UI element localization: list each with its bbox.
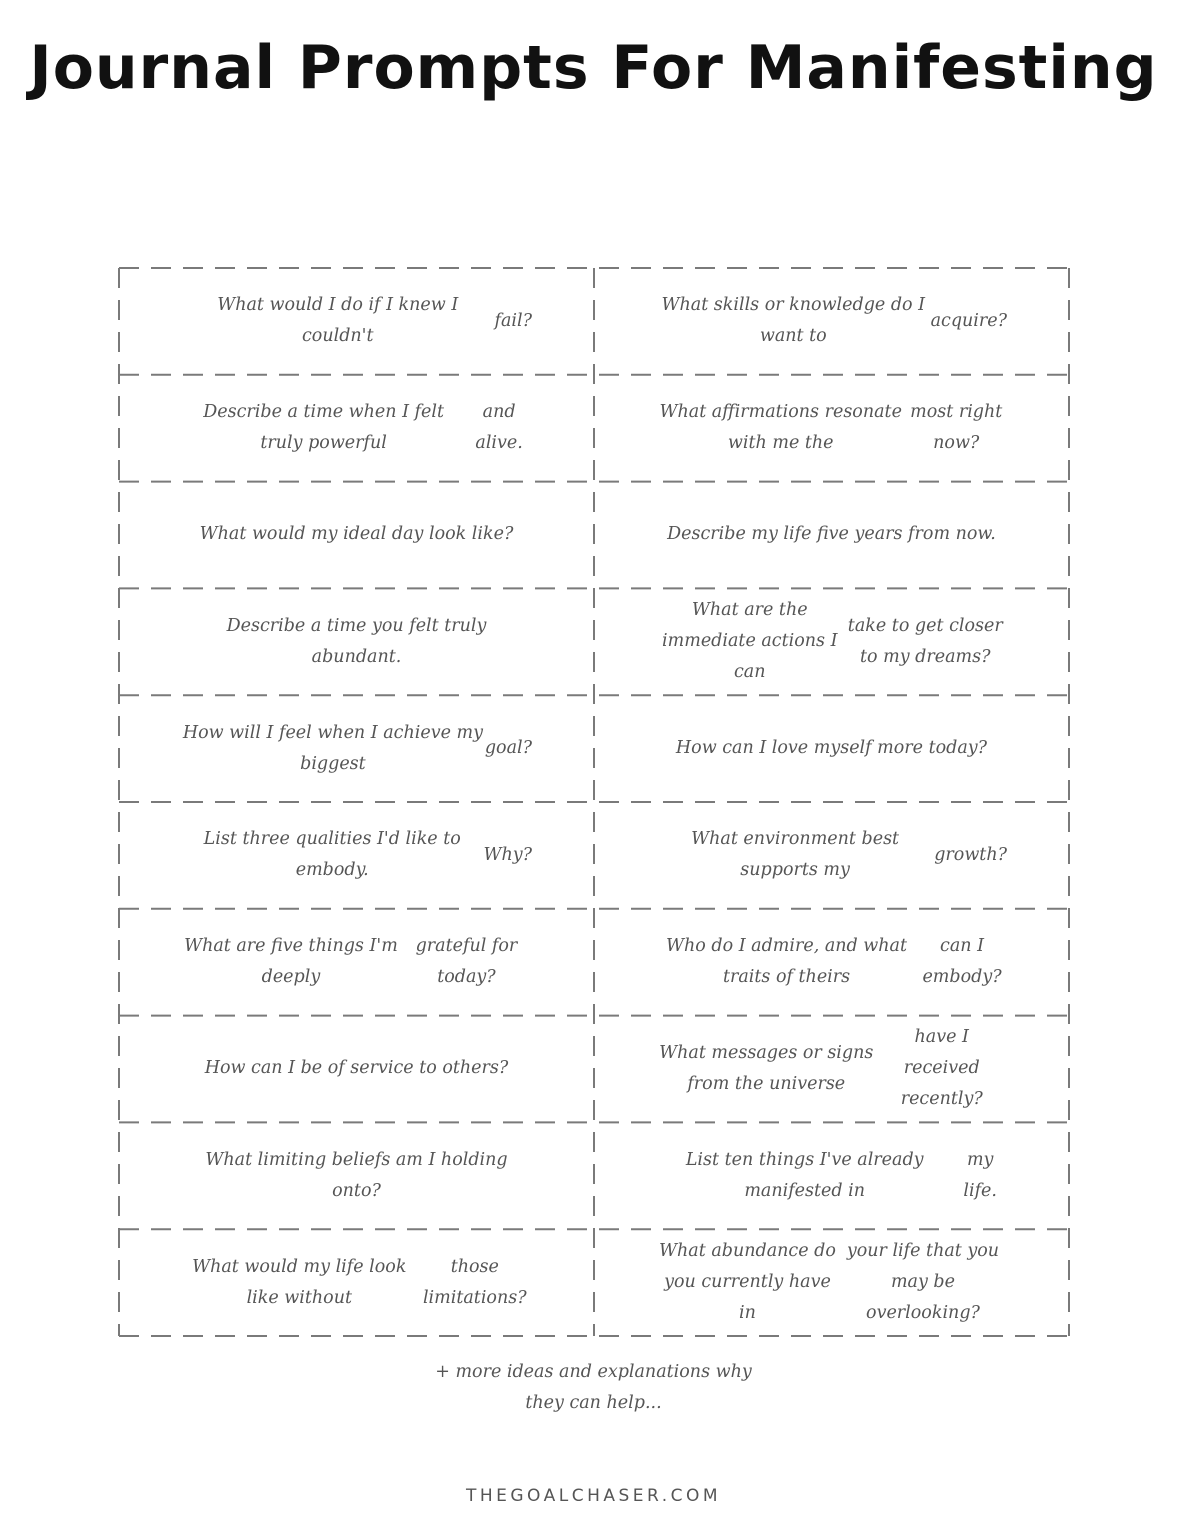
prompt-text-line: What messages or signs from the universe	[659, 1042, 874, 1094]
prompt-card	[594, 1016, 1069, 1123]
prompt-card	[594, 375, 1069, 482]
prompt-text-line: Describe a time when I felt truly powerful	[203, 402, 445, 454]
more-ideas-line-2: they can help...	[525, 1393, 662, 1413]
prompt-text-line: What are the immediate actions I can	[662, 600, 838, 683]
prompt-text-line: What limiting beliefs am I holding onto?	[205, 1149, 508, 1201]
prompt-text-line: What would I do if I knew I couldn't	[217, 295, 459, 347]
prompt-text-line: have I received recently?	[900, 1027, 983, 1110]
prompt-text-line: your life that you may be overlooking?	[846, 1241, 1000, 1324]
prompt-card	[594, 268, 1069, 375]
prompt-text-line: Why?	[483, 844, 532, 865]
prompt-card	[119, 1016, 594, 1123]
prompt-card	[594, 909, 1069, 1016]
prompt-text-line: can I embody?	[922, 936, 1002, 988]
prompt-text-line: How can I be of service to others?	[204, 1058, 509, 1079]
prompt-text-line: most right now?	[910, 402, 1003, 454]
prompt-card	[119, 802, 594, 909]
prompt-card	[119, 588, 594, 695]
prompt-text-line: take to get closer to my dreams?	[847, 615, 1003, 667]
prompt-text-line: How will I feel when I achieve my biggest	[182, 722, 483, 774]
prompt-text-line: List three qualities I'd like to embody.	[203, 829, 461, 881]
prompt-card	[119, 375, 594, 482]
prompt-text-line: List ten things I've already manifested in	[685, 1149, 924, 1201]
more-ideas-note	[0, 1357, 1187, 1419]
prompt-card	[594, 1122, 1069, 1229]
prompt-text-line: goal?	[484, 738, 532, 759]
prompt-text-line: What are five things I'm deeply	[184, 936, 398, 988]
prompt-text-line: What would my life look like without	[192, 1256, 407, 1308]
prompt-card	[119, 1122, 594, 1229]
prompt-text-line: those limitations?	[422, 1256, 527, 1308]
prompt-card	[594, 695, 1069, 802]
prompt-card	[119, 909, 594, 1016]
prompt-text-line: and alive.	[475, 402, 523, 454]
prompt-text-line: grateful for today?	[415, 936, 518, 988]
prompt-card	[594, 802, 1069, 909]
prompt-text-line: acquire?	[930, 310, 1007, 331]
prompt-card	[119, 695, 594, 802]
prompt-text-line: What skills or knowledge do I want to	[661, 295, 926, 347]
prompt-text-line: What affirmations resonate with me the	[659, 402, 902, 454]
prompt-text-line: fail?	[494, 310, 532, 331]
prompt-text-line: growth?	[934, 844, 1007, 865]
prompt-card	[119, 268, 594, 375]
prompt-text-line: Describe my life five years from now.	[667, 524, 996, 545]
prompt-card	[594, 1229, 1069, 1336]
prompt-card	[119, 1229, 594, 1336]
prompt-card	[119, 482, 594, 589]
prompt-text-line: What environment best supports my	[691, 829, 900, 881]
prompt-text-line: my life.	[963, 1149, 997, 1201]
prompt-card	[594, 482, 1069, 589]
prompt-card	[594, 588, 1069, 695]
page-title: Journal Prompts For Manifesting	[29, 33, 1158, 103]
prompt-card-grid	[119, 268, 1069, 1336]
prompt-text-line: Describe a time you felt truly abundant.	[226, 615, 487, 667]
website-url: THEGOALCHASER.COM	[465, 1486, 722, 1506]
prompt-text-line: What abundance do you currently have in	[659, 1241, 836, 1324]
prompt-text-line: What would my ideal day look like?	[199, 524, 514, 545]
prompt-text-line: How can I love myself more today?	[675, 738, 988, 759]
more-ideas-line-1: + more ideas and explanations why	[435, 1362, 752, 1382]
prompt-text-line: Who do I admire, and what traits of theirs	[666, 936, 908, 988]
